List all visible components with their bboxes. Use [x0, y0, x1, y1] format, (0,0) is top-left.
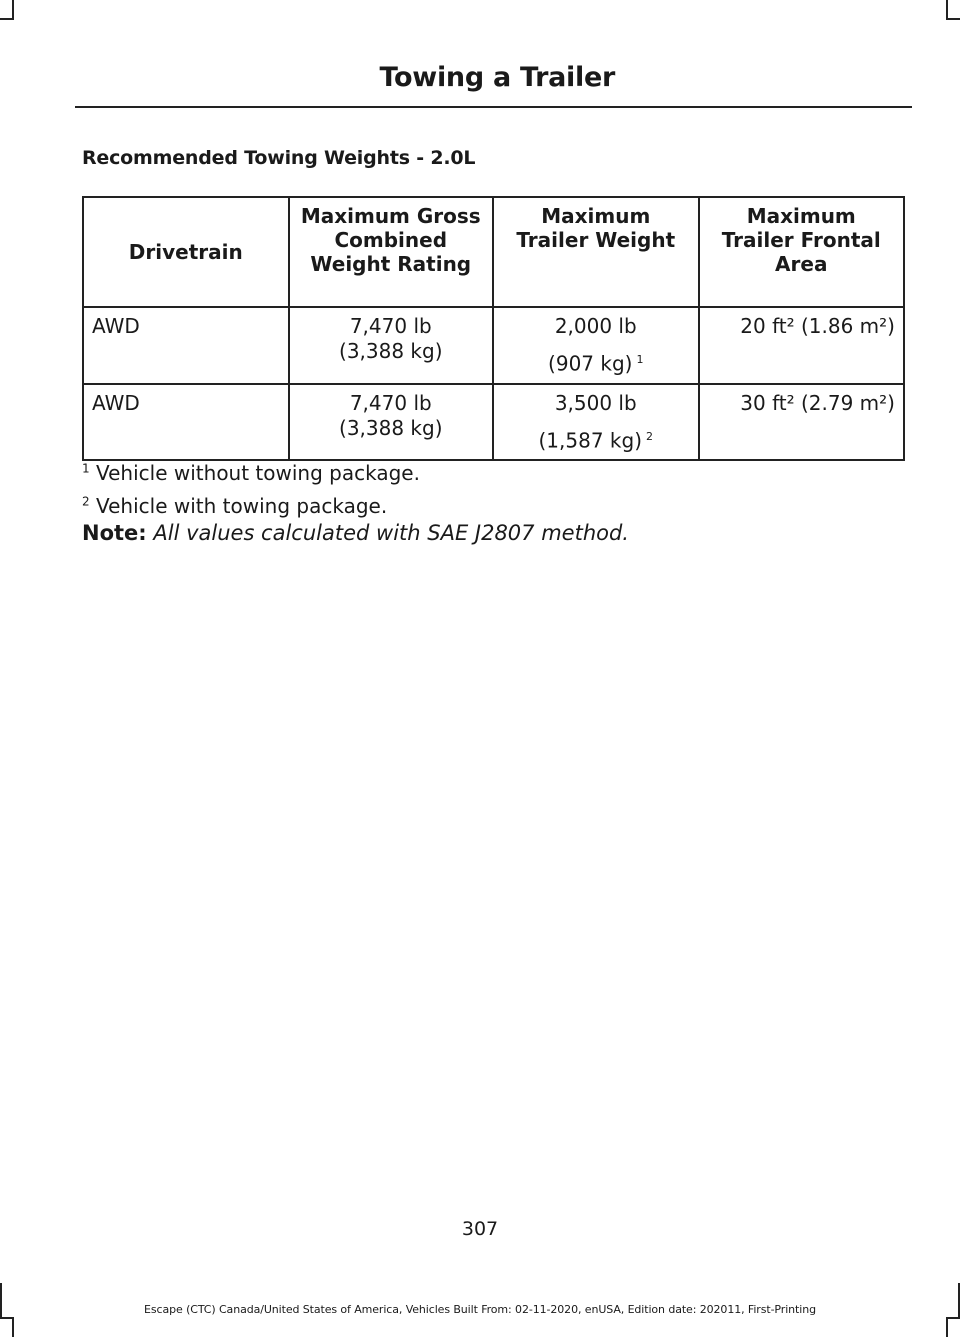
crop-mark	[946, 18, 960, 20]
table-row	[83, 307, 904, 384]
gcwr-lb: 7,470 lb	[349, 314, 432, 338]
page-number: 307	[461, 1218, 499, 1240]
cell-frontal-area: 30 ft² (2.79 m²)	[699, 384, 905, 461]
note	[82, 521, 629, 545]
header-frontal-area: Maximum Trailer Frontal Area	[699, 197, 905, 307]
table-header-row	[83, 197, 904, 307]
crop-mark	[946, 0, 948, 20]
footnote-number: 2	[82, 494, 90, 509]
footnote-text: Vehicle without towing package.	[96, 461, 420, 485]
crop-mark	[0, 1317, 14, 1319]
section-title: Recommended Towing Weights - 2.0L	[82, 147, 476, 169]
footnote-ref: 1	[636, 353, 644, 366]
cell-trailer-weight	[493, 384, 698, 461]
footnote-text: Vehicle with towing package.	[96, 494, 388, 518]
header-gcwr: Maximum Gross Combined Weight Rating	[289, 197, 494, 307]
header-divider	[75, 106, 912, 108]
towing-weights-table	[82, 196, 905, 461]
header-trailer-weight: Maximum Trailer Weight	[493, 197, 698, 307]
crop-mark	[946, 1317, 948, 1337]
cell-drivetrain: AWD	[83, 307, 289, 384]
edition-footer: Escape (CTC) Canada/United States of America, Vehicles Built From: 02-11-2020, enUSA, Edition date: 202011, First-Printing	[144, 1303, 816, 1316]
trailer-kg: (1,587 kg)	[538, 428, 642, 453]
cell-drivetrain: AWD	[83, 384, 289, 461]
note-label: Note:	[82, 521, 147, 545]
trailer-lb: 2,000 lb	[554, 314, 637, 338]
note-text: All values calculated with SAE J2807 method.	[153, 521, 629, 545]
crop-mark	[12, 0, 14, 20]
crop-mark	[0, 18, 14, 20]
trailer-lb: 3,500 lb	[554, 390, 637, 415]
gcwr-lb: 7,470 lb	[349, 390, 432, 415]
trailer-kg: (907 kg)	[548, 351, 633, 376]
cell-gcwr	[289, 384, 494, 461]
cell-gcwr	[289, 307, 494, 384]
footnote-2	[82, 494, 387, 518]
cell-trailer-weight	[493, 307, 698, 384]
header-drivetrain: Drivetrain	[83, 197, 289, 307]
page-header-title: Towing a Trailer	[379, 62, 615, 93]
table-row	[83, 384, 904, 461]
gcwr-kg: (3,388 kg)	[339, 415, 443, 440]
footnote-1	[82, 461, 420, 485]
footnote-ref: 2	[646, 429, 653, 443]
footnote-number: 1	[82, 461, 90, 476]
gcwr-kg: (3,388 kg)	[339, 339, 443, 363]
cell-frontal-area: 20 ft² (1.86 m²)	[699, 307, 905, 384]
crop-mark	[12, 1317, 14, 1337]
